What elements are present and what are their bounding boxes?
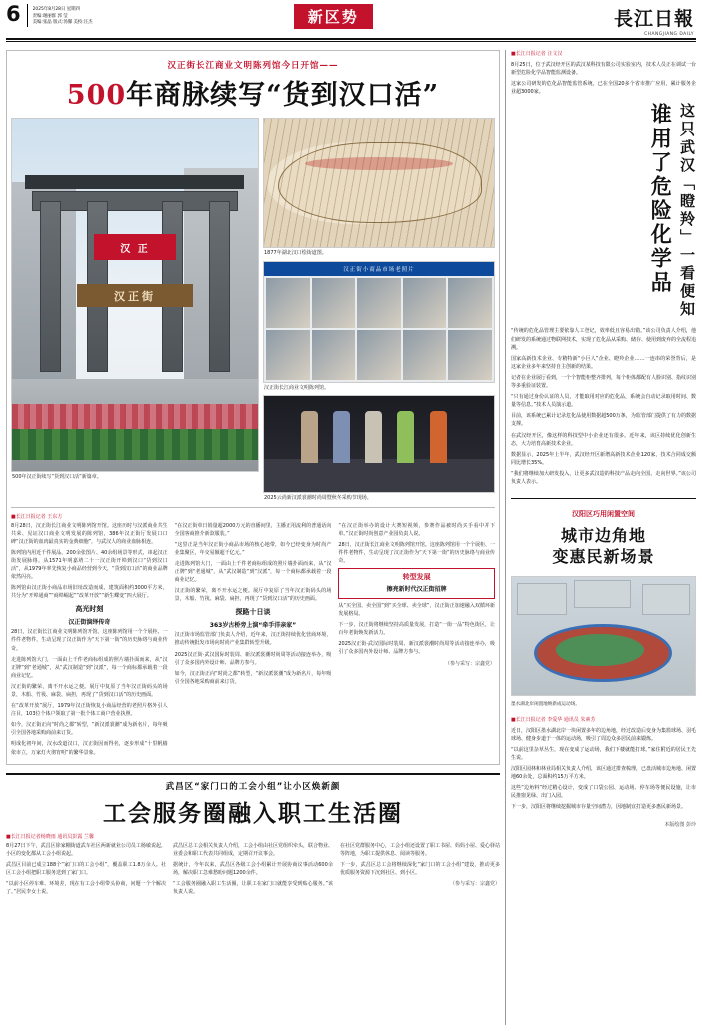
lead-headline-number: 500 xyxy=(66,80,127,111)
paragraph: 在“改革开放”展厅，1979年汉正街恢复小商品经营的老照片格外引人注目，103位个体户领取了第一批个体工商户营业执照。 xyxy=(11,703,168,718)
paragraph: 记者在企业展厅看到，一个个智能柜整齐排列，每个柜体都配有人脸识别、指纹识别等多重验证装置。 xyxy=(511,374,697,390)
bottom-story xyxy=(6,773,500,900)
runway-wrap xyxy=(263,395,495,503)
paragraph: “工会服务圈融入职工生活圈，让职工在家门口就能享受到贴心服务。”该负责人说。 xyxy=(173,881,333,896)
right-photo-caption: 墨水湖北岸闲置地焕新成运动场。 xyxy=(511,701,580,707)
photo-old-map xyxy=(263,118,495,248)
paragraph: 陈列馆内用近千件展品、200余张图片、40余组场景等形式，串起汉正街发展脉络。从1571年明嘉靖二十一汉正街开埠到汉口“货到汉口活”，从1979年率先恢复小商品经营到今天，“货到汉口活”的商业品牌依然闪亮。 xyxy=(11,549,168,581)
photo-hanzheng-gate xyxy=(11,118,259,472)
bottom-col-3 xyxy=(340,842,500,900)
right-headline-main: 谁用了危险化学品 xyxy=(648,103,674,296)
bottom-sign: （参与采写：宗鑫党） xyxy=(449,881,500,888)
photo-sports-ground xyxy=(511,576,696,696)
gate-plaque-mid: 汉正街 xyxy=(77,284,193,308)
lead-kicker: 汉正街长江商业文明陈列馆今日开馆—— xyxy=(167,61,339,71)
lead-headline-text: 年商脉续写“货到汉口活” xyxy=(126,80,440,111)
paragraph: 汉正街的繁荣，离不开水运之便。展厅中复原了当年汉正街码头的场景，木船、竹筏、麻袋、扁担，再现了“货到汉口活”的历史画面。 xyxy=(174,588,332,603)
bottom-headline: 工会服务圈融入职工生活圈 xyxy=(103,799,403,827)
paragraph: 下一步，汉阳区将继续挖掘城市存量空间潜力，因地制宜打造更多惠民新场景。 xyxy=(511,804,687,811)
right-divider xyxy=(511,498,696,499)
right-byline: ■长江日报记者 汪文汉 xyxy=(511,51,563,57)
market-caption: 汉正街长江商业文明陈列馆。 xyxy=(264,384,330,391)
photo-fashion-runway xyxy=(263,395,495,493)
masthead xyxy=(0,0,702,36)
paragraph: 从“买全国、卖全国”到“买全球、卖全球”，汉正街正加速融入双循环新发展格局。 xyxy=(338,602,496,618)
masthead-date: 2025年8月28日 星期四 xyxy=(32,7,80,12)
page-body xyxy=(0,46,702,1031)
paragraph: “以前小区停车难、环境差，现在有工会小组带头协商，问题一个个解决了。”居民李女士说。 xyxy=(6,881,166,896)
lead-media xyxy=(11,118,495,503)
left-column xyxy=(6,50,500,1025)
photo-market-exhibit xyxy=(263,261,495,383)
paragraph: 目前，该系统已累计记录危化品使用数据超500万条，为监管部门提供了有力的数据支撑。 xyxy=(511,413,696,428)
paragraph: 下一步，武昌区总工会将继续深化“家门口的工会小组”建设，推动更多优质服务资源下沉到社区、到小区。 xyxy=(340,861,500,876)
subsection-subtitle: 汉正街演绎传奇 xyxy=(68,619,111,627)
bottom-text-columns xyxy=(6,842,500,900)
paragraph: 明成化初年间，汉水改道汉口，汉正街因而得名，逐步形成“十里帆樯依市立，万家灯火彻宵明”的繁华景象。 xyxy=(11,741,168,756)
gate-plaque-top: 汉 正 xyxy=(94,234,177,260)
box-title: 转型发展 xyxy=(402,572,431,581)
paragraph: 2025汉正街·武汉国际时装周、新汉派裳潮时尚周等活动接连举办，吸引了众多国内外设计师、品牌方参与。 xyxy=(174,651,332,666)
box-subtitle: 擦亮新时代汉正街招牌 xyxy=(386,585,447,593)
paragraph: 数据显示，2025年上半年，武汉经开区新增高新技术企业120家，技术合同成交额同比增长35%。 xyxy=(511,451,696,466)
paper-name: 長江日報 xyxy=(613,8,694,30)
paragraph: 如今，汉正街正向“时尚之都”转型，“新汉派裳潮”成为新名片，每年吸引全国各地采购商前来订货。 xyxy=(11,722,168,737)
paragraph: 走进陈列馆大门，一面由上千件老商标组成的照片墙扑面而来，从“汉正牌”到“老通城”，从“武汉制造”到“汉派”，每一个商标都承载着一段商业记忆。 xyxy=(174,560,332,584)
lead-col-3 xyxy=(338,522,495,760)
section-title-wrap xyxy=(93,4,574,29)
paragraph: “传统的危化品管理主要依靠人工登记，效率低且容易出错。”该公司负责人介绍，他们研发的系统通过物联网技术，实现了危化品从采购、储存、使用到废弃的全流程追溯。 xyxy=(511,328,697,351)
lead-col-2 xyxy=(175,522,332,760)
transition-box xyxy=(338,568,495,599)
paragraph: 走进陈列馆大门，一面由上千件老商标组成的照片墙扑面而来，从“汉正牌”到“老通城”，从“武汉制造”到“汉派”，每一个商标都承载着一段商业记忆。 xyxy=(11,656,168,679)
right-headline-sub: 这只武汉「瞪羚」一看便知 xyxy=(678,103,696,320)
masthead-credit-1: 责编:谢丽群 郭 莹 xyxy=(32,13,68,19)
bottom-col-1 xyxy=(6,842,166,900)
subsection-title: 高光时刻 xyxy=(75,605,104,614)
paragraph: 8月27日下午，武昌区徐家棚街道武车社区两新就业公司员工杨敏说起，小区的变化都从工会小组说起。 xyxy=(6,842,166,857)
paragraph: 武昌区目前已成立188个“家门口的工会小组”，覆盖职工1.8万余人。社区工会小组把职工服务送到了家门口。 xyxy=(6,861,166,876)
paper-name-sub: CHANGJIANG DAILY xyxy=(644,32,694,37)
right-second-title xyxy=(511,526,696,568)
right-lead-text xyxy=(511,327,696,489)
paragraph: “以前这里杂草丛生，现在变成了运动场，我们下楼就能打球。”家住附近的居民王先生说。 xyxy=(511,746,696,761)
right-second-kicker: 汉阳区巧用闲置空间 xyxy=(572,510,635,519)
right-footer-credit: 本版绘图 彭玲 xyxy=(664,822,696,829)
paragraph: “在汉正街举办的设计大赛短视频，参赛作品被时尚买手看中并下单。”汉正街时尚创意产业园负责人说。 xyxy=(338,522,496,537)
subsection-title-2: 探路十日谈 xyxy=(235,608,271,617)
lead-text-block xyxy=(11,507,495,760)
paragraph: 在武汉经开区，像这样的科技型中小企业还有很多。近年来，该区持续优化创新生态，大力培育高新技术企业。 xyxy=(511,432,696,447)
bottom-byline: ■长江日报记者杨晓雨 通讯员彭露 兰馨 xyxy=(6,833,94,840)
paragraph: “只有通过身份认证的人员，才能取用对应的危化品，系统会自动记录取用时间、数量等信息。”技术人员演示道。 xyxy=(511,394,696,409)
paragraph: 近日，汉阳区墨水湖北岸一块闲置多年的边角地，经过改造后变身为集篮球场、羽毛球场、健身步道于一体的运动场，吸引了周边众多居民前来锻炼。 xyxy=(511,727,697,742)
paragraph: 汉正街市场监管部门负责人介绍，近年来，汉正街持续优化营商环境，推动传统批发市场向时尚产业集群转型升级。 xyxy=(174,632,332,647)
paragraph: 据统计，今年以来，武昌区各级工会小组累计开展协商议事活动600余场，解决职工急难愁盼问题1200余件。 xyxy=(173,861,333,876)
right-second-title-line2: 变惠民新场景 xyxy=(552,546,655,566)
right-vertical-headline xyxy=(511,103,696,319)
lead-byline: ■长江日报记者 王东方 xyxy=(11,513,63,520)
right-second-text xyxy=(511,716,696,815)
paper-logo xyxy=(574,4,694,37)
paragraph: 这家公司研发的危化品智能监管系统，已在全国20多个省市推广应用，累计服务企业超3000家。 xyxy=(511,81,696,96)
lead-story xyxy=(6,50,500,765)
paragraph: 武昌区总工会相关负责人介绍，工会小组由社区党组织牵头，联合物业、业委会和职工代表共同组成，定期召开议事会。 xyxy=(173,842,334,857)
paragraph: 汉正街的繁荣，离不开水运之便。展厅中复原了当年汉正街码头的场景，木船、竹筏、麻袋、扁担，再现了“货到汉口活”的历史画面。 xyxy=(11,683,168,698)
photo-gate-caption: 500年汉正街续写“货到汉口活”新篇章。 xyxy=(12,474,102,480)
masthead-credit-2: 美编:张晶 版式:汤馨 美校:汪杰 xyxy=(32,20,93,26)
paragraph: 28日，汉正街长江商业文明陈列馆开馆。这座陈列馆用一个个展柜、一件件老物件，生动呈现了汉正街作为“天下第一街”的历史脉络与商业传奇。 xyxy=(338,541,496,564)
map-caption: 1877年湖北汉口绘街道图。 xyxy=(264,250,327,256)
masthead-rule-thin xyxy=(6,41,696,42)
market-band-label: 汉正街小商品市场老照片 xyxy=(264,262,494,276)
lead-col-1 xyxy=(11,522,168,760)
right-second-title-line1: 城市边角地 xyxy=(560,526,646,546)
photo-gate-wrap xyxy=(11,118,259,503)
paragraph: “这里正是当年汉正街小商品市场的核心地带，如今已经变身为时尚产业集聚区，年交易额超千亿元。” xyxy=(174,541,332,556)
masthead-rule xyxy=(6,38,696,40)
paragraph: 8月28日，汉正街长江商业文明陈列馆开馆。这座历时与汉派商业共生共荣、见证汉口商业文明发展的陈列馆，386年汉正街厅发展口口碑“汉正街的血肉最真实的金典细胞”，与武汉人的商业血脉相连。 xyxy=(11,522,168,545)
right-column xyxy=(505,50,696,1025)
paragraph: 下一步，汉正街将继续坚持高质量发展，打造“一街一品”特色街区，让百年老街焕发新活力。 xyxy=(338,622,496,637)
subsection-subtitle-2: 363岁古桥旁上演“牵手洋亲家” xyxy=(209,622,297,630)
runway-caption: 2025云尚新汉派裳潮时尚周暨秋冬采购节现场。 xyxy=(264,495,372,501)
paragraph: “我们将继续加大研发投入，让更多武汉造的科技产品走向全国、走向世界。”该公司负责人表示。 xyxy=(511,470,696,485)
paragraph: 2025汉正街·武汉国际时装周、新汉派裳潮时尚周等活动接连举办，吸引了众多国内外设计师、品牌方参与。 xyxy=(338,641,496,656)
paragraph: 8月25日，位于武汉经开区的武汉某科技有限公司实验室内，技术人员正在调试一台新型危险化学品智能监测设备。 xyxy=(511,62,696,77)
market-wrap xyxy=(263,261,495,393)
right-lead-text-top xyxy=(511,50,696,99)
paragraph: 陈列馆由汉正街小商品市场旧址改造而成，建筑面积约3000平方米，共分为“开埠通商”“商埠崛起”“改革开放”“新生蝶变”四大展厅。 xyxy=(11,585,168,600)
gate-structure xyxy=(32,175,239,372)
paragraph: 汉阳区园林和林业局相关负责人介绍，该区通过排查梳理，已盘活城市边角地、闲置地60余处，总面积约15万平方米。 xyxy=(511,766,697,781)
masthead-credits xyxy=(27,4,93,27)
bottom-kicker: 武昌区“家门口的工会小组”让小区焕新颜 xyxy=(165,781,341,792)
paragraph: 这些“边角料”经过精心设计，变成了口袋公园、运动场、停车场等便民设施，让市民推窗见绿、出门入园。 xyxy=(511,785,696,800)
section-title: 新区势 xyxy=(294,4,373,29)
paragraph: 在社区党群服务中心，工会小组还设置了职工书屋、妈妈小屋、爱心驿站等阵地，为职工提供休息、阅读等服务。 xyxy=(340,842,501,857)
lead-media-right xyxy=(263,118,495,503)
paragraph: “在汉正街单日销量超2000万元的直播间里，主播正用流利的普通话向全国客商推介新款服装。” xyxy=(174,522,332,537)
paragraph: 如今，汉正街正向“时尚之都”转型，“新汉派裳潮”成为新名片，每年吸引全国各地采购商前来订货。 xyxy=(174,670,332,685)
paragraph: 28日，汉正街长江商业文明陈列馆开馆。这座陈列馆用一个个展柜、一件件老物件，生动呈现了汉正街作为“天下第一街”的历史脉络与商业传奇。 xyxy=(11,629,168,652)
lead-text-columns xyxy=(11,522,495,760)
paragraph: 国家高新技术企业、专精特新“小巨人”企业、瞪羚企业……一连串的荣誉背后，是这家企业多年来坚持自主创新的结果。 xyxy=(511,355,696,370)
lead-sign: （参与采写：宗鑫党） xyxy=(445,660,496,667)
right-byline-2: ■长江日报记者 李爱华 通讯员 朱素芳 xyxy=(511,716,596,723)
bottom-col-2 xyxy=(173,842,333,900)
page-number: 6 xyxy=(6,2,21,26)
map-wrap xyxy=(263,118,495,258)
lead-headline xyxy=(11,73,495,112)
